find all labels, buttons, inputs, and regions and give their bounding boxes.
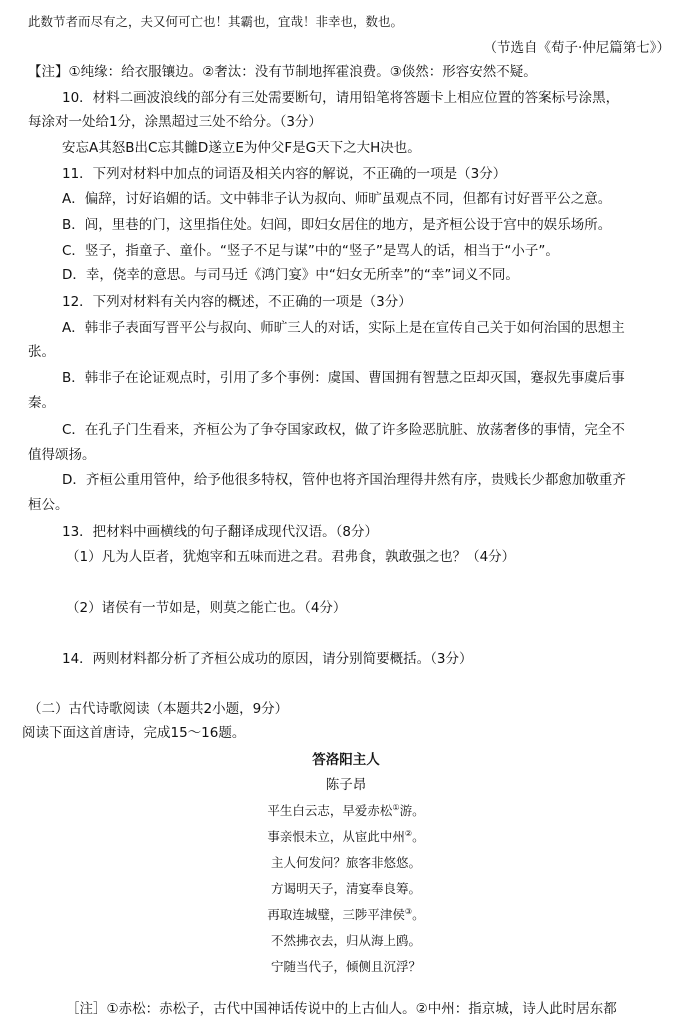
poem-line-text: 不然拂衣去，归从海上鸥。	[270, 933, 421, 948]
poem-line	[0, 801, 692, 821]
q12-stem: 12．下列对材料有关内容的概述，不正确的一项是（3分）	[62, 294, 412, 310]
poem-line	[0, 879, 692, 899]
poem-line-text: 再取连城璧，三陟平津侯	[267, 907, 405, 922]
poem-line-end: 。	[412, 829, 425, 844]
poem-line-end: 。	[412, 907, 425, 922]
poem-line	[0, 931, 692, 951]
footnote-marker: ③	[404, 906, 413, 916]
q12-option-a-cont: 张。	[28, 344, 55, 360]
poem-line	[0, 905, 692, 925]
q12-option-c: C．在孔子门生看来，齐桓公为了争夺国家政权，做了许多险恶肮脏、放荡奢侈的事情，完全不	[62, 422, 625, 438]
q13-sub2: （2）诸侯有一节如是，则莫之能亡也。（4分）	[66, 600, 347, 616]
q13-sub1: （1）凡为人臣者，犹炮宰和五味而进之君。君弗食，孰敢强之也？（4分）	[66, 549, 516, 565]
poem-line-text: 主人何发问？旅客非悠悠。	[270, 855, 421, 870]
source-citation: （节选自《荀子·仲尼篇第七》）	[483, 40, 670, 56]
q14-stem: 14．两则材料都分析了齐桓公成功的原因，请分别简要概括。（3分）	[62, 651, 473, 667]
footnote-marker: ①	[392, 802, 400, 812]
q12-option-b: B．韩非子在论证观点时，引用了多个事例：虞国、曹国拥有智慧之臣却灭国，蹇叔先事虞后事	[62, 370, 625, 386]
poem-line-text: 方谒明天子，清宴奉良筹。	[270, 881, 421, 896]
q12-option-c-cont: 值得颂扬。	[28, 447, 96, 463]
section-heading: （二）古代诗歌阅读（本题共2小题，9分）	[28, 701, 289, 717]
poem-line	[0, 827, 692, 847]
poem-line-end: 游。	[399, 803, 425, 818]
q12-option-a: A．韩非子表面写晋平公与叔向、师旷三人的对话，实际上是在宣传自己关于如何治国的思想主	[62, 320, 625, 336]
q12-option-b-cont: 秦。	[28, 395, 55, 411]
q13-stem: 13．把材料中画横线的句子翻译成现代汉语。（8分）	[62, 524, 379, 540]
note-bottom: ［注］①赤松：赤松子，古代中国神话传说中的上古仙人。②中州：指京城，诗人此时居东都	[66, 1001, 617, 1017]
q11-option-b: B．闾，里巷的门，这里指住处。妇闾，即妇女居住的地方，是齐桓公设于宫中的娱乐场所。	[62, 217, 612, 233]
q10-stem: 10．材料二画波浪线的部分有三处需要断句，请用铅笔将答题卡上相应位置的答案标号涂黑，	[62, 90, 620, 106]
poem-line	[0, 957, 692, 977]
q11-option-c: C．竖子，指童子、童仆。“竖子不足与谋”中的“竖子”是骂人的话，相当于“小子”。	[62, 243, 559, 259]
top-line: 此数节者而尽有之，夫又何可亡也！其霸也，宜哉！非幸也，数也。	[28, 14, 404, 29]
poem-author: 陈子昂	[325, 777, 367, 793]
poem-line-text: 事亲恨未立，从宦此中州	[267, 829, 405, 844]
poem-line-text: 平生白云志，早爱赤松	[267, 803, 393, 818]
q11-stem: 11．下列对材料中加点的词语及相关内容的解说，不正确的一项是（3分）	[62, 166, 507, 182]
q10-stem-cont: 每涂对一处给1分，涂黑超过三处不给分。（3分）	[28, 114, 322, 130]
poem-line-text: 宁随当代子，倾侧且沉浮？	[270, 959, 421, 974]
poem-line	[0, 853, 692, 873]
poem-title: 答洛阳主人	[312, 752, 380, 768]
q11-option-d: D．幸，侥幸的意思。与司马迁《鸿门宴》中“妇女无所幸”的“幸”词义不同。	[62, 267, 519, 283]
q10-text: 安忘A其怒B出C忘其雠D遂立E为仲父F是G天下之大H决也。	[62, 140, 421, 156]
q12-option-d-cont: 桓公。	[28, 497, 69, 513]
footnote-marker: ②	[404, 828, 413, 838]
reading-intro: 阅读下面这首唐诗，完成15～16题。	[22, 725, 246, 741]
q11-option-a: A．偏辞，讨好谄媚的话。文中韩非子认为叔向、师旷虽观点不同，但都有讨好晋平公之意。	[62, 191, 612, 207]
note-top: 【注】①纯缘：给衣服镶边。②奢汰：没有节制地挥霍浪费。③倓然：形容安然不疑。	[28, 64, 537, 80]
q12-option-d: D．齐桓公重用管仲，给予他很多特权，管仲也将齐国治理得井然有序，贵贱长少都愈加敬重齐	[62, 472, 626, 488]
